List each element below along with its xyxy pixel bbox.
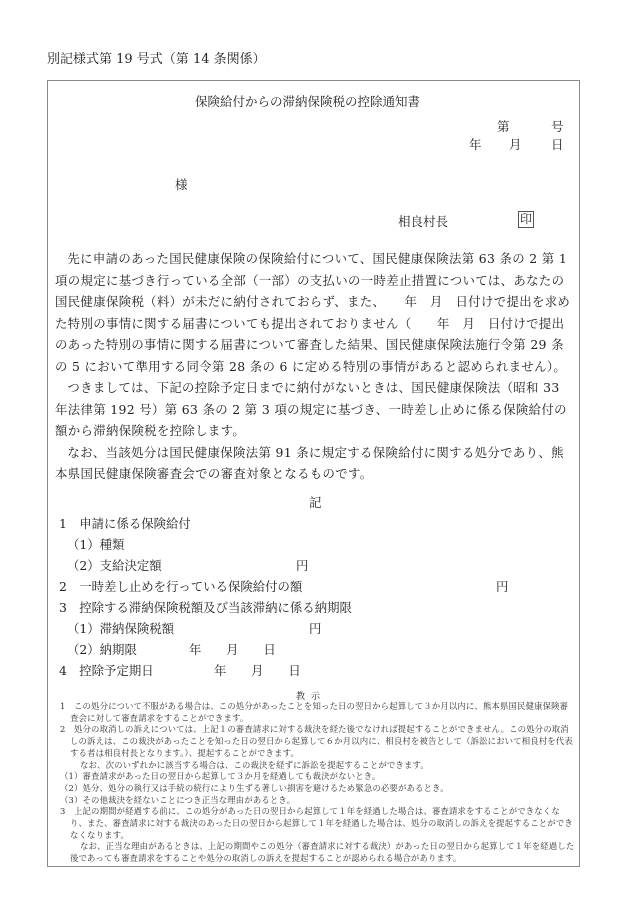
item-value: 円 (309, 621, 322, 636)
body-text (55, 248, 575, 485)
kyoji-title: 教示 (296, 692, 327, 702)
body-paragraph: つきましては、下記の控除予定日までに納付がないときは、国民健康保険法（昭和 33 年法律第 192 号）第 63 条の 2 第 3 項の規定に基づき、一時差し止めに係る保険給付の額から滞納保険税を控除します。 (55, 380, 567, 438)
document-title: 保険給付からの滞納保険税の控除通知書 (195, 94, 421, 109)
issuer-name: 相良村長 (398, 214, 449, 229)
kyoji-line: 1 この処分について不服がある場合は、この処分があったことを知った日の翌日から起算して３か月以内に、熊本県国民健康保険審査会に対して審査請求をすることができます。 (60, 701, 569, 723)
date-month: 月 (509, 137, 522, 152)
seal-icon: 印 (520, 212, 533, 226)
item-label: （2）納期限 (67, 642, 137, 657)
item-label: 1 申請に係る保険給付 (59, 516, 191, 531)
kyoji-line: （2）処分、処分の執行又は手続の続行により生ずる著しい損害を避けるため緊急の必要があるとき。 (60, 782, 449, 793)
kyoji-line: 3 上記の期間が経過する前に、この処分があった日の翌日から起算して１年を経過した場合は、審査請求をすることができなくなり、また、審査請求に対する裁決のあった日の翌日から起算して１年を経過した場合は、処分の取消しの訴えを提起することができなくなります。 (60, 806, 573, 840)
date-year: 年 (469, 137, 482, 152)
item-label: （1）種類 (67, 537, 125, 552)
item-value: 年 月 日 (189, 642, 276, 657)
item-label: 3 控除する滞納保険税額及び当該滞納に係る納期限 (59, 600, 352, 615)
date-day: 日 (551, 137, 564, 152)
item-label: （2）支給決定額 (67, 558, 162, 573)
kyoji-line: （3）その他裁決を経ないことにつき正当な理由があるとき。 (60, 794, 296, 805)
item-value: 円 (496, 579, 509, 594)
kyoji-line: （1）審査請求があった日の翌日から起算して３か月を経過しても裁決がないとき。 (60, 771, 381, 782)
item-value: 円 (296, 558, 309, 573)
kyoji-line: なお、正当な理由があるときは、上記の期間やこの処分（審査請求に対する裁決）があった日の翌日から起算して１年を経過した後であっても審査請求をすることや処分の取消しの訴えを提起することが認められる場合があります。 (70, 841, 575, 864)
document-number-prefix: 第 (497, 119, 510, 134)
body-paragraph: なお、当該処分は国民健康保険法第 91 条に規定する保険給付に関する処分であり、熊本県国民健康保険審査会での審査対象となるものです。 (55, 444, 564, 481)
kyoji-line: なお、次のいずれかに該当する場合は、この裁決を経ずに訴訟を提起することができます。 (80, 759, 429, 770)
item-label: （1）滞納保険税額 (67, 621, 175, 636)
addressee-honorific: 様 (175, 177, 188, 192)
body-paragraph: 先に申請のあった国民健康保険の保険給付について、国民健康保険法第 63 条の 2 第 1 項の規定に基づき行っている全部（一部）の支払いの一時差止措置については、あなたの国民健康保険税（料）が未だに納付されておらず、また、 年 月 日付けで提出を求めた特別の事情に関する届書についても提出されておりません（ 年 月 日付けで提出のあった特別の事情に関する届書について審査した結果、国民健康保険法施行令第 29 条の 5 において準用する同令第 28 条の 6 に定める特別の事情があると認められません）。 (55, 251, 572, 374)
kyoji-section (60, 701, 575, 865)
item-label: 4 控除予定期日 (59, 663, 154, 678)
form-label: 別記様式第 19 号式（第 14 条関係） (47, 52, 266, 67)
kyoji-line: 2 処分の取消しの訴えについては、上記１の審査請求に対する裁決を経た後でなければ提起することができません。この処分の取消しの訴えは、この裁決があったことを知った日の翌日から起算して６か月以内に、相良村を被告として（訴訟において相良村を代表する者は相良村長となります。）、提起することができます。 (60, 724, 573, 758)
document-number-suffix: 号 (551, 119, 564, 134)
item-label: 2 一時差し止めを行っている保険給付の額 (59, 579, 303, 594)
ki-heading: 記 (309, 495, 322, 510)
item-value: 年 月 日 (214, 663, 301, 678)
